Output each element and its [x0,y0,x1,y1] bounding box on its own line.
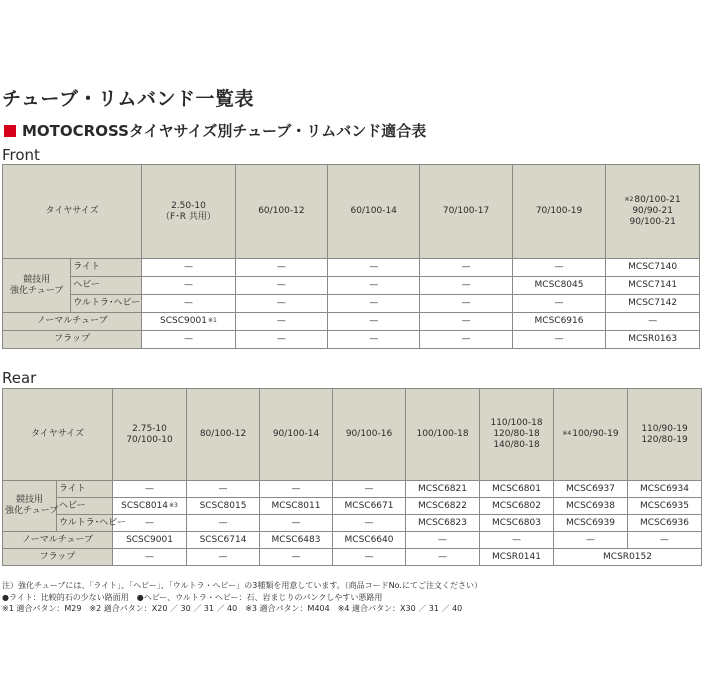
table-cell [260,498,333,515]
table-cell [328,331,420,349]
cell-value: — [145,551,155,562]
cell-value: — [648,316,658,326]
tire-size-label: 90/100-21 [629,217,676,227]
cell-value: MCSC6802 [492,500,541,511]
table-cell [187,481,260,498]
tire-size-label: 2.75-10 [132,423,167,434]
table-cell [333,498,406,515]
table-cell [480,498,554,515]
cell-value: MCSR0163 [628,334,678,344]
table-cell [420,331,512,349]
table-row [3,532,702,549]
cell-value: — [512,534,522,545]
cell-value: — [369,316,379,326]
cell-value: — [183,298,193,308]
table-cell [628,498,702,515]
tire-size-label: 70/100-10 [126,434,173,445]
cell-value: MCSC6916 [534,316,584,326]
cell-value: — [461,262,471,272]
table-cell [328,277,420,295]
table-cell [628,515,702,532]
table-row [3,331,700,349]
table-cell [333,481,406,498]
tire-size-label: 2.50-10 [171,200,206,211]
tire-size-label: 80/100-12 [199,429,247,439]
table-cell [480,515,554,532]
cell-value: — [145,483,155,494]
cell-value: — [554,262,564,272]
cell-value: — [218,517,228,528]
group-label-line: 競技用 [23,274,51,285]
cell-value: — [461,298,471,308]
table-cell [235,277,327,295]
page-title: チューブ・リムバンド一覧表 [2,88,254,110]
table-cell [142,277,236,295]
table-cell [480,481,554,498]
tire-size-label: 80/100-21 [634,195,681,205]
tire-size-label: 70/100-19 [535,206,583,216]
cell-value: SCSC8014 [121,500,169,511]
table-cell [187,549,260,566]
footnote-marker: ※3 [169,501,178,509]
tire-size-label: 100/100-18 [416,429,469,439]
table-cell [328,313,420,331]
row-label-text: ウルトラ･ヘビー [73,298,141,308]
cell-value: — [554,298,564,308]
notes [2,580,482,615]
cell-value: MCSC6934 [640,483,689,494]
note-line: 注）強化チューブには、「ライト」、「ヘビー」、「ウルトラ・ヘビー」の3種類を用意しています。（商品コードNo.にてご注文ください） [2,581,482,590]
tire-size-column-header [113,389,187,481]
table-cell [406,515,480,532]
cell-value: — [364,517,374,528]
cell-value: MCSC6822 [418,500,467,511]
cell-value: — [291,551,301,562]
tire-size-column-header [554,389,628,481]
row-label [71,277,142,295]
table-cell [113,532,187,549]
table-cell [187,532,260,549]
table-cell [554,498,628,515]
reinforced-tube-group-label [3,481,57,532]
table-cell [512,295,606,313]
row-label-text: フラップ [39,551,76,562]
tire-size-header-text: タイヤサイズ [30,429,85,439]
cell-value: MCSC8045 [534,280,584,290]
cell-value: MCSC6803 [492,517,541,528]
cell-value: MCSC6483 [271,534,321,545]
table-cell [512,259,606,277]
cell-value: MCSC6938 [566,500,615,511]
cell-value: — [276,262,286,272]
row-label [57,515,126,532]
table-cell [142,295,236,313]
tire-size-column-header [187,389,260,481]
table-cell [554,515,628,532]
footnote-marker: ※1 [207,317,217,324]
table-cell [554,532,628,549]
cell-value: MCSC6939 [566,517,615,528]
row-label-text: ノーマルチューブ [22,534,94,545]
tire-size-label: 60/100-12 [258,206,305,216]
cell-value: — [586,534,596,545]
cell-value: MCSC6935 [640,500,689,511]
row-label [57,481,113,498]
tire-size-label: 120/80-19 [641,434,688,445]
tire-size-label: 90/100-16 [345,429,393,439]
row-label [71,259,142,277]
tire-size-column-header [480,389,554,481]
table-cell [512,313,606,331]
table-cell [328,259,420,277]
tire-size-label: （F･R 共用） [161,211,216,222]
row-label [71,295,142,313]
row-label-text: ヘビー [73,280,100,290]
cell-value: MCSC6937 [566,483,615,494]
table-cell [480,532,554,549]
table-cell [142,331,236,349]
table-cell [406,532,480,549]
table-cell [606,295,700,313]
table-cell [420,295,512,313]
cell-value: SCSC9001 [160,316,207,326]
row-label [57,498,113,515]
cell-value: SCSC9001 [126,534,173,545]
tire-size-column-header [606,165,700,259]
cell-value: — [183,280,193,290]
table-cell [406,498,480,515]
table-cell [142,259,236,277]
table-cell [512,277,606,295]
table-cell [554,549,702,566]
row-label-text: フラップ [54,334,90,344]
table-cell [260,481,333,498]
cell-value: — [276,316,286,326]
table-cell [113,481,187,498]
cell-value: — [276,280,286,290]
front-header-row [3,165,700,259]
table-cell [187,515,260,532]
reinforced-tube-group-label [3,259,71,313]
table-cell [420,313,512,331]
group-label-line: 強化チューブ [5,506,59,516]
tire-size-column-header [142,165,236,259]
cell-value: — [461,316,471,326]
tire-size-header [3,389,113,481]
cell-value: — [461,280,471,290]
table-row [3,515,702,532]
cell-value: — [364,483,374,494]
note-line: ●ライト：比較的石の少ない路面用 ●ヘビー、ウルトラ・ヘビー：石、岩まじりのパンクしやすい悪路用 [2,592,383,602]
table-row [3,295,700,313]
cell-value: MCSC6640 [344,534,394,545]
row-label [3,313,142,331]
cell-value: — [369,334,379,344]
table-cell [333,532,406,549]
cell-value: MCSR0141 [492,551,541,562]
note-line: ※1 適合パタン：M29 ※2 適合パタン：X20 ／ 30 ／ 31 ／ 40 ※3 適合パタン：M404 ※4 適合パタン：X30 ／ 31 ／ 40 [2,604,463,613]
table-cell [406,549,480,566]
table-row [3,313,700,331]
tire-size-column-header [328,165,420,259]
cell-value: — [291,483,301,494]
cell-value: — [369,298,379,308]
cell-value: SCSC8015 [199,500,247,511]
cell-value: — [183,334,193,344]
table-cell [235,295,327,313]
table-row [3,259,700,277]
cell-value: MCSC8011 [271,500,321,511]
tire-size-label: 70/100-17 [442,206,490,216]
tire-size-label: 90/90-21 [632,206,673,216]
cell-value: — [218,551,228,562]
tire-size-header [3,165,142,259]
row-label-text: ノーマルチューブ [36,316,108,326]
cell-value: MCSC6936 [640,517,689,528]
cell-value: — [369,280,379,290]
tire-size-column-header [260,389,333,481]
table-cell [235,313,327,331]
tire-size-column-header [628,389,702,481]
cell-value: — [183,262,193,272]
table-cell [628,481,702,498]
table-cell [260,515,333,532]
group-label-line: 競技用 [15,495,43,505]
tire-size-column-header [406,389,480,481]
tire-size-column-header [235,165,327,259]
table-cell [260,549,333,566]
cell-value: MCSC6801 [492,483,541,494]
table-cell [142,313,236,331]
tire-size-label: 60/100-14 [350,206,397,216]
footnote-marker: ※4 [562,430,572,437]
row-label-text: ライト [59,483,86,494]
cell-value: SCSC6714 [199,534,247,545]
row-label-text: ウルトラ･ヘビー [59,517,126,528]
table-cell [235,331,327,349]
table-cell [406,481,480,498]
section-title [4,120,426,141]
table-cell [512,331,606,349]
cell-value: — [660,534,670,545]
cell-value: MCSC7140 [628,262,678,272]
tire-size-column-header [333,389,406,481]
cell-value: — [145,517,155,528]
table-row [3,498,702,515]
cell-value: — [369,262,379,272]
table-cell [480,549,554,566]
table-row [3,277,700,295]
cell-value: — [276,334,286,344]
tire-size-label: 100/90-19 [572,429,619,439]
row-label [3,532,113,549]
cell-value: — [554,334,564,344]
cell-value: MCSC7141 [628,280,678,290]
table-row [3,549,702,566]
cell-value: — [276,298,286,308]
tire-size-column-header [420,165,512,259]
row-label-text: ヘビー [59,500,86,511]
rear-table-label: Rear [2,369,37,387]
table-cell [554,481,628,498]
red-square-bullet [4,125,16,137]
table-cell [113,498,187,515]
table-cell [260,532,333,549]
table-cell [420,259,512,277]
table-cell [333,515,406,532]
cell-value: — [364,551,374,562]
cell-value: — [461,334,471,344]
tire-size-label: 120/80-18 [493,429,540,439]
section-title-text: MOTOCROSSタイヤサイズ別チューブ・リムバンド適合表 [22,122,427,140]
cell-value: MCSR0152 [603,551,652,562]
table-cell [235,259,327,277]
rear-table [2,388,702,566]
table-cell [328,295,420,313]
table-cell [606,259,700,277]
cell-value: — [291,517,301,528]
rear-header-row [3,389,702,481]
row-label-text: ライト [73,262,101,272]
tire-size-label: 110/90-19 [641,423,688,434]
table-row [3,481,702,498]
table-cell [420,277,512,295]
table-cell [606,313,700,331]
table-cell [606,331,700,349]
cell-value: MCSC6671 [344,500,394,511]
cell-value: — [438,534,448,545]
tire-size-label: 110/100-18 [490,418,543,428]
table-cell [187,498,260,515]
row-label [3,331,142,349]
table-cell [333,549,406,566]
cell-value: MCSC6823 [418,517,467,528]
cell-value: MCSC6821 [418,483,467,494]
group-label-line: 強化チューブ [10,285,64,296]
cell-value: MCSC7142 [628,298,678,308]
table-cell [113,549,187,566]
cell-value: — [438,551,448,562]
tire-size-label: 140/80-18 [493,440,540,450]
table-cell [628,532,702,549]
front-table [2,164,700,349]
footnote-marker: ※2 [624,196,634,203]
tire-size-column-header [512,165,606,259]
row-label [3,549,113,566]
tire-size-header-text: タイヤサイズ [45,206,99,216]
cell-value: — [218,483,228,494]
table-cell [606,277,700,295]
tire-size-label: 90/100-14 [272,429,320,439]
front-table-label: Front [2,146,40,164]
